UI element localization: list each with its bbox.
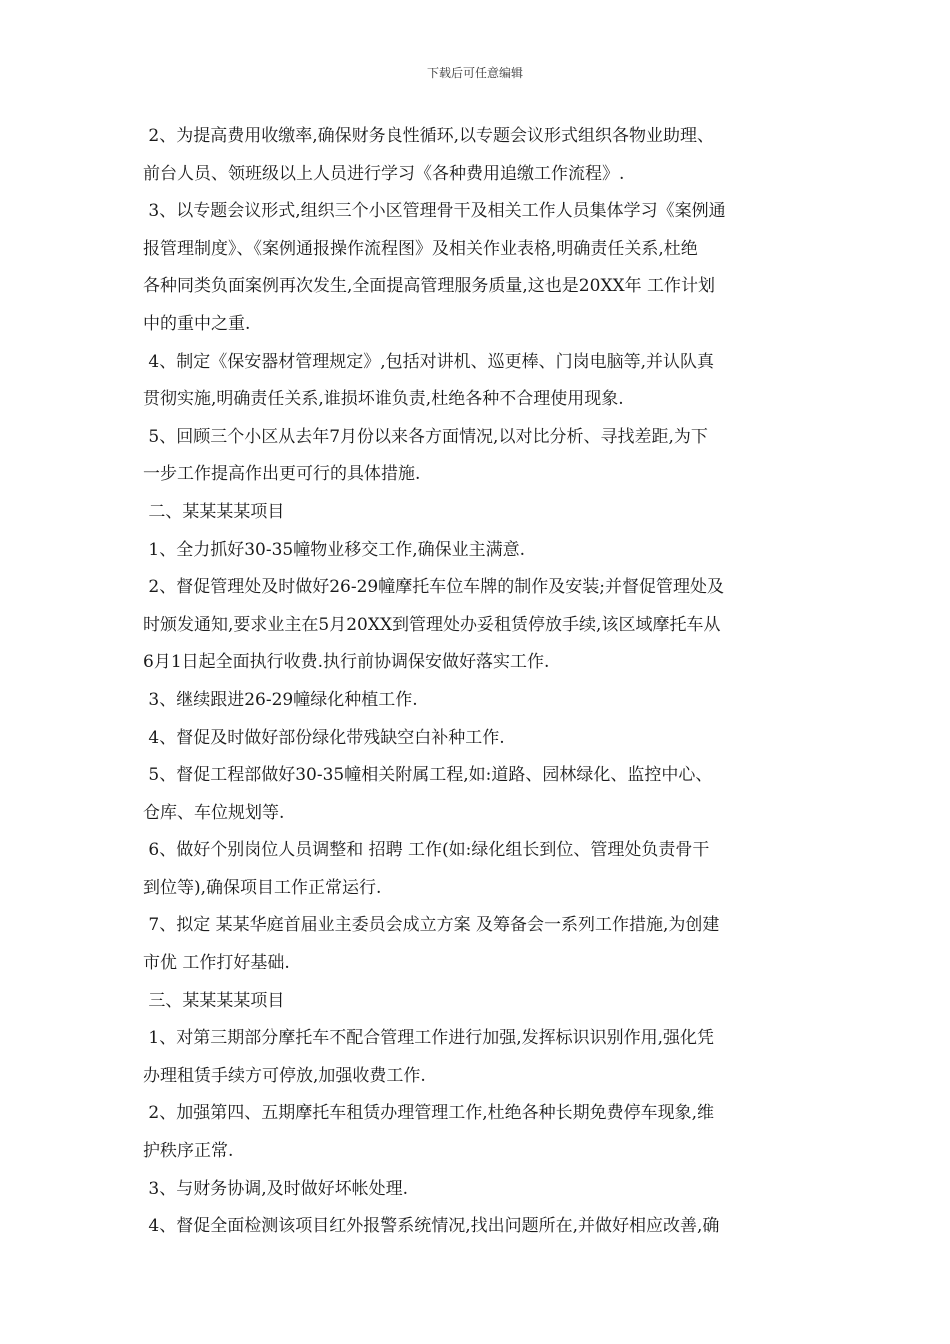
text-line: 2、督促管理处及时做好26-29幢摩托车位车牌的制作及安装;并督促管理处及 [143,577,724,598]
text-line: 1、对第三期部分摩托车不配合管理工作进行加强,发挥标识识别作用,强化凭 [143,1028,715,1049]
text-line: 5、回顾三个小区从去年7月份以来各方面情况,以对比分析、寻找差距,为下 [143,426,708,447]
text-line: 5、督促工程部做好30-35幢相关附属工程,如:道路、园林绿化、监控中心、 [143,765,713,786]
text-line: 3、与财务协调,及时做好坏帐处理. [143,1178,409,1199]
text-line: 时颁发通知,要求业主在5月20XX到管理处办妥租赁停放手续,该区域摩托车从 [143,614,721,635]
text-line: 3、以专题会议形式,组织三个小区管理骨干及相关工作人员集体学习《案例通 [143,201,726,222]
text-line: 6、做好个别岗位人员调整和 招聘 工作(如:绿化组长到位、管理处负责骨干 [143,840,710,861]
text-line: 办理租赁手续方可停放,加强收费工作. [143,1065,426,1086]
text-line: 6月1日起全面执行收费.执行前协调保安做好落实工作. [143,652,550,673]
text-line: 3、继续跟进26-29幢绿化种植工作. [143,689,418,710]
text-line: 4、督促全面检测该项目红外报警系统情况,找出问题所在,并做好相应改善,确 [143,1216,720,1237]
text-line: 贯彻实施,明确责任关系,谁损坏谁负责,杜绝各种不合理使用现象. [143,389,624,410]
text-line: 2、为提高费用收缴率,确保财务良性循环,以专题会议形式组织各物业助理、 [143,126,715,146]
text-line: 一步工作提高作出更可行的具体措施. [143,464,421,485]
text-line: 市优 工作打好基础. [143,953,290,974]
text-line: 报管理制度》、《案例通报操作流程图》及相关作业表格,明确责任关系,杜绝 [143,238,698,259]
text-line: 1、全力抓好30-35幢物业移交工作,确保业主满意. [143,539,526,560]
text-line: 2、加强第四、五期摩托车租赁办理管理工作,杜绝各种长期免费停车现象,维 [143,1103,715,1124]
page-header: 下载后可任意编辑 [426,66,523,80]
text-line: 中的重中之重. [143,313,251,334]
text-line: 到位等),确保项目工作正常运行. [143,877,382,898]
text-line: 护秩序正常. [143,1141,234,1162]
document-body [143,118,807,1246]
text-line: 4、制定《保安器材管理规定》,包括对讲机、巡更棒、门岗电脑等,并认队真 [143,351,715,372]
text-line: 二、某某某某项目 [143,501,285,522]
text-line: 前台人员、领班级以上人员进行学习《各种费用追缴工作流程》. [143,163,625,184]
text-line: 7、拟定 某某华庭首届业主委员会成立方案 及筹备会一系列工作措施,为创建 [143,915,720,936]
text-line: 各种同类负面案例再次发生,全面提高管理服务质量,这也是20XX年 工作计划 [143,276,716,297]
text-line: 仓库、车位规划等. [143,802,285,823]
text-line: 三、某某某某项目 [143,990,285,1011]
text-line: 4、督促及时做好部份绿化带残缺空白补种工作. [143,727,505,748]
